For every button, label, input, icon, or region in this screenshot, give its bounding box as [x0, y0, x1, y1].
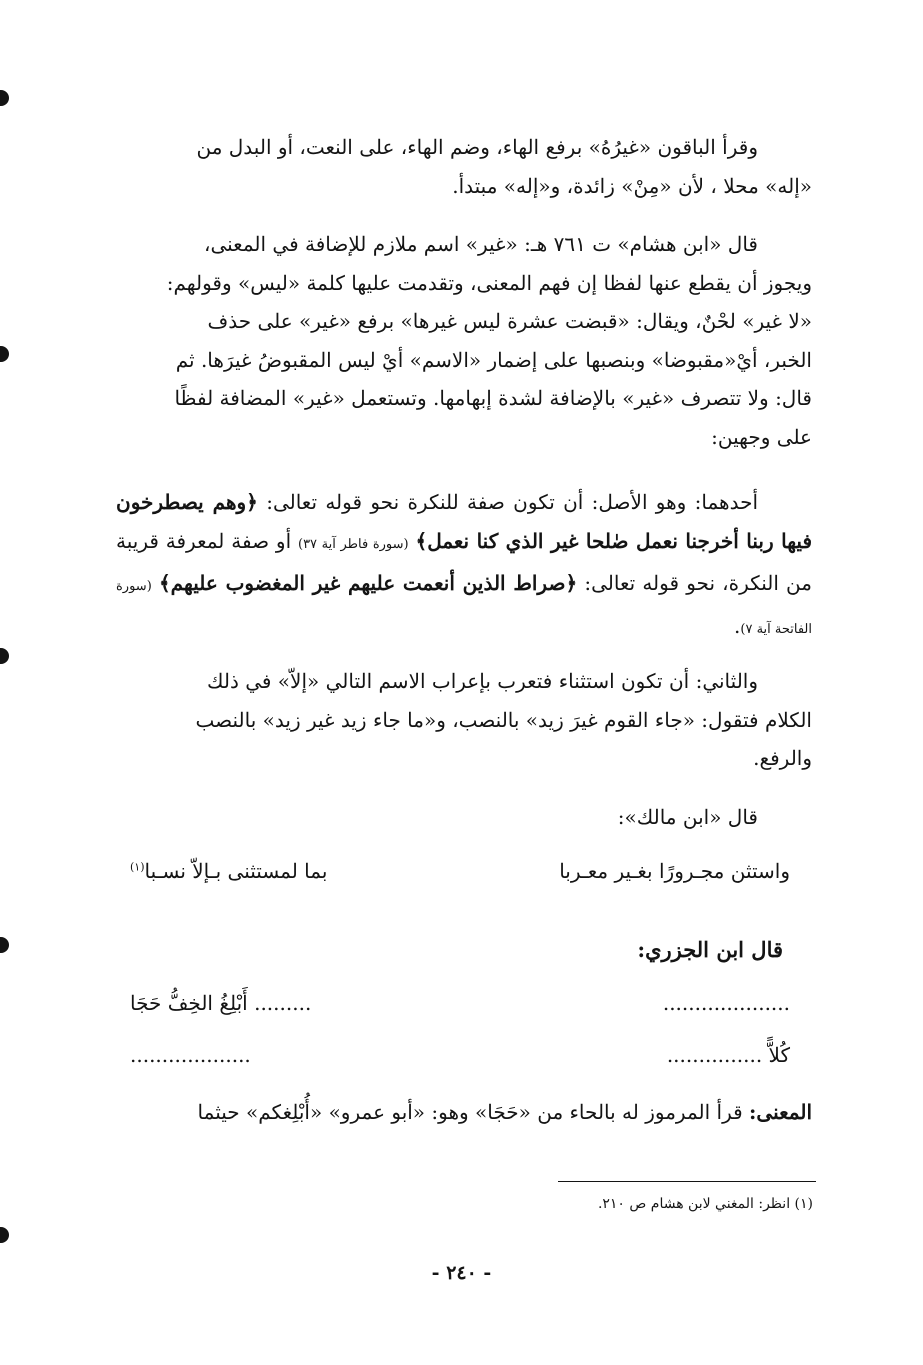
text-line: والرفع.	[753, 746, 812, 770]
meaning-label: المعنى:	[749, 1100, 812, 1124]
ibn-malik-intro: قال «ابن مالك»:	[617, 805, 758, 829]
ibn-jazari-heading: قال ابن الجزري:	[637, 937, 783, 962]
verse-hemistich-first: كُلاًّ ...............	[666, 1043, 790, 1067]
text-line: «لا غير» لحْنٌ، ويقال: «قبضت عشرة ليس غيرها» برفع «غير» على حذف	[207, 309, 812, 333]
paragraph-second-usage	[116, 662, 812, 778]
text-line: على وجهين:	[711, 424, 812, 449]
quran-verse: ﴿وهم يصطرخون فيها ربنا أخرجنا نعمل صٰلحا غير الذي كنا نعمل﴾	[116, 490, 813, 553]
text-line	[116, 1093, 812, 1132]
page-number: - ٢٤٠ -	[431, 1262, 492, 1284]
sentence-end: .	[734, 613, 741, 638]
text-line: الخبر، أيْ«مقبوضا» وبنصبها على إضمار «الاسم» أيْ ليس المقبوضُ غيرَها. ثم	[175, 347, 812, 372]
paragraph-first-usage	[116, 483, 812, 649]
ibn-jazari-verse-line-2	[130, 1036, 790, 1074]
verse-citation: (سورة الفاتحة آية ٧)	[116, 579, 812, 637]
paragraph-reading-ghayruhu	[116, 128, 812, 205]
verse-hemistich-second: ...................	[130, 1043, 251, 1067]
verse-hemistich-first: ....................	[662, 991, 790, 1015]
verse-hemistich-first: واستثن مجـرورًا بغـير معـربا	[559, 859, 790, 883]
footnote-marker: (١)	[130, 860, 145, 874]
text-line: والثاني: أن تكون استثناء فتعرب بإعراب الاسم التالي «إلاّ» في ذلك	[207, 669, 758, 693]
binding-hole-mark	[0, 1227, 9, 1243]
ibn-jazari-verse-line-1	[130, 984, 790, 1022]
text-line: ويجوز أن يقطع عنها لفظا إن فهم المعنى، وتقدمت عليها كلمة «ليس» وقولهم:	[166, 270, 812, 295]
meaning-paragraph	[116, 1093, 812, 1132]
verse-citation: (سورة فاطر آية ٣٧)	[298, 536, 409, 552]
binding-hole-mark	[0, 648, 9, 664]
ibn-malik-verse	[130, 852, 790, 890]
binding-hole-mark	[0, 937, 9, 953]
paragraph-ibn-hisham	[116, 225, 812, 456]
text-line: الكلام فتقول: «جاء القوم غيرَ زيد» بالنصب، و«ما جاء زيد غير زيد» بالنصب	[195, 707, 812, 732]
ibn-malik-intro-block	[116, 798, 812, 837]
quran-verse: ﴿صراط الذين أنعمت عليهم غير المغضوب عليهم﴾	[158, 571, 578, 595]
text-line: قال: ولا تتصرف «غير» بالإضافة لشدة إبهامها. وتستعمل «غير» المضافة لفظًا	[174, 386, 812, 410]
verse-hemistich-second	[130, 852, 327, 890]
footnote: (١) انظر: المغني لابن هشام ص ٢١٠.	[597, 1196, 813, 1212]
meaning-text: قرأ المرموز له بالحاء من «حَجَا» وهو: «أبو عمرو» «أُبْلِغكم» حيثما	[197, 1100, 750, 1124]
text-line: «إله» محلا ، لأن «مِنْ» زائدة، و«إله» مبتدأ.	[452, 173, 812, 198]
footnote-separator	[558, 1181, 816, 1182]
binding-hole-mark	[0, 90, 9, 106]
hemistich-text: بما لمستثنى بـإلاّ نسـبا	[144, 859, 328, 883]
paragraph-text	[116, 483, 812, 649]
verse-hemistich-second: ......... أَبْلِغُ الخِفُّ حَجَا	[130, 991, 312, 1015]
usage-intro: أحدهما: وهو الأصل: أن تكون صفة للنكرة نحو قوله تعالى:	[266, 490, 759, 514]
text-line: وقرأ الباقون «غيرُهُ» برفع الهاء، وضم الهاء، على النعت، أو البدل من	[196, 135, 758, 159]
binding-hole-mark	[0, 346, 9, 362]
text-line: قال «ابن هشام» ت ٧٦١ هـ: «غير» اسم ملازم للإضافة في المعنى،	[204, 232, 758, 256]
usage-middle: أو صفة لمعرفة قريبة من النكرة، نحو قوله تعالى:	[116, 528, 812, 595]
